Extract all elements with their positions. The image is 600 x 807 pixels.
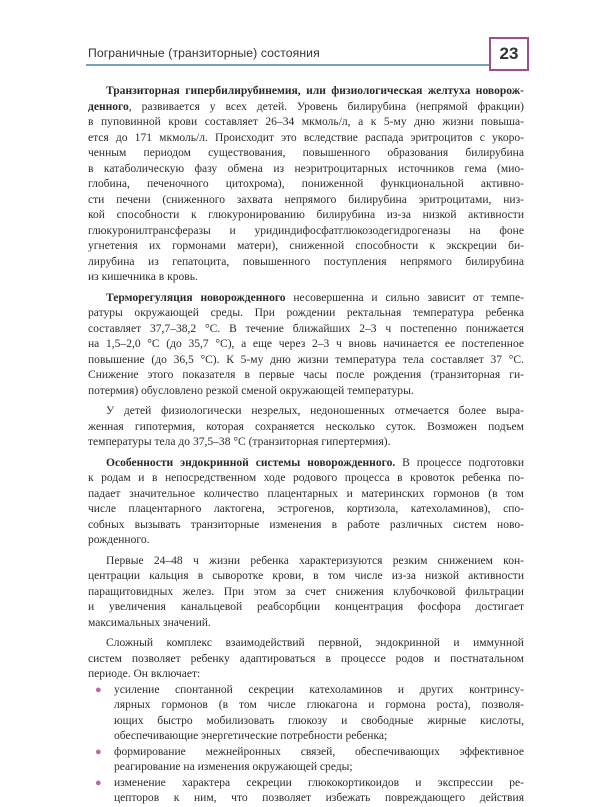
text-line: собных вызывать транзиторные изменения в работе различных систем ново- bbox=[88, 518, 524, 531]
text-line: У детей физиологически незрелых, недоношенных отмечается более выра- bbox=[106, 405, 524, 417]
text-line: в пуповинной крови составляет 26–34 мкмоль/л, а к 5-му дню жизни повыша- bbox=[88, 116, 524, 128]
text-line: температуры тела до 37,5–38 °С (транзиторная гипертермия). bbox=[88, 436, 391, 448]
text-line: угнетения их гормонами матери), сниженной способности к экскреции би- bbox=[88, 240, 524, 252]
text-line bbox=[88, 100, 524, 116]
text-line bbox=[88, 456, 524, 472]
running-header-title: Пограничные (транзиторные) состояния bbox=[88, 46, 320, 60]
text-line: падает значительное количество плацентарных и материнских гормонов (в том bbox=[88, 487, 524, 500]
text-line: обеспечивающие энергетические потребности ребенка; bbox=[114, 730, 388, 742]
text-line: ющих быстро мобилизовать глюкозу и свободные жирные кислоты, bbox=[114, 714, 524, 727]
paragraph-calcium bbox=[88, 554, 524, 632]
text-line: периоде. Он включает: bbox=[88, 668, 201, 680]
text-line: формирование межнейронных связей, обеспечивающих эффективное bbox=[114, 745, 524, 758]
text-line: Снижение этого показателя в первые часы после рождения (транзиторная ги- bbox=[88, 369, 524, 381]
text-line: в катаболическую фазу обмена из неэритроцитарных источников гема (мио- bbox=[88, 162, 524, 175]
header-rule bbox=[86, 64, 489, 66]
text-line: из кишечника в кровь. bbox=[88, 271, 198, 283]
bullet-icon: ● bbox=[95, 776, 102, 789]
text-line: максимальных значений. bbox=[88, 616, 211, 629]
text-line: цепторов к ним, что позволяет избежать повреждающего действия bbox=[114, 792, 524, 804]
text-span: В процессе подготовки bbox=[395, 456, 525, 469]
text-line: глюкуронилтрансферазы и уридиндифосфатглюкозодегидрогеназы на фоне bbox=[88, 224, 524, 237]
paragraph-thermoregulation bbox=[88, 291, 524, 400]
text-line: и увеличения канальцевой реабсорбции концентрация фосфора достигает bbox=[88, 601, 524, 613]
bold-term: Терморегуляция новорожденного bbox=[106, 291, 286, 304]
text-line: Транзиторная гипербилирубинемия, или физиологическая желтуха новорож- bbox=[106, 85, 524, 97]
list-item bbox=[88, 745, 524, 776]
bullet-list bbox=[88, 683, 524, 807]
text-line: Первые 24–48 ч жизни ребенка характеризуются резким снижением кон- bbox=[106, 554, 524, 567]
text-line: рожденного. bbox=[88, 534, 150, 546]
text-line: женная гипотермия, которая сохраняется несколько суток. Возможен подъем bbox=[88, 420, 524, 433]
list-item bbox=[88, 776, 524, 807]
text-line: на 1,5–2,0 °С (до 35,7 °С), а еще через 2–3 ч вновь начинается ее постепенное bbox=[88, 338, 524, 350]
text-line: потермия) обусловлено резкой сменой окружающей температуры. bbox=[88, 384, 414, 397]
text-line: сти печени (сниженного захвата непрямого билирубина эритроцитами, низ- bbox=[88, 193, 524, 206]
paragraph-jaundice bbox=[88, 84, 524, 286]
paragraph-endocrine bbox=[88, 456, 524, 549]
list-item bbox=[88, 683, 524, 745]
bullet-icon: ● bbox=[95, 683, 102, 696]
text-line: лярных гормонов (в том числе глюкагона и гормона роста), позволя- bbox=[114, 699, 524, 711]
bold-term: денного bbox=[88, 100, 129, 113]
text-line: усиление спонтанной секреции катехоламинов и других контринсу- bbox=[114, 683, 524, 696]
text-line: центрации кальция в сыворотке крови, в том числе из-за низкой активности bbox=[88, 570, 524, 582]
text-line: составляет 37,7–38,2 °С. В течение ближайших 2–3 ч постепенно понижается bbox=[88, 322, 524, 335]
bullet-icon: ● bbox=[95, 745, 102, 758]
text-line: повышение (до 36,5 °С). К 5-му дню жизни температура тела составляет 37 °С. bbox=[88, 353, 524, 366]
text-line bbox=[88, 291, 524, 307]
bold-term: Особенности эндокринной системы новорожденного. bbox=[106, 456, 396, 469]
text-line: реагирование на изменения окружающей среды; bbox=[114, 761, 353, 773]
paragraph-complex bbox=[88, 636, 524, 683]
text-line: лирубина из гепатоцита, повышенного поступления непрямого билирубина bbox=[88, 255, 524, 268]
text-line: числе плацентарного лактогена, эстрогенов, кортизола, катехоламинов), спо- bbox=[88, 503, 524, 515]
text-line: ется до 171 мкмоль/л. Происходит это вследствие распада эритроцитов с укоро- bbox=[88, 131, 524, 144]
text-line: к родам и в непосредственном ходе родового процесса в кровоток ребенка по- bbox=[88, 472, 524, 484]
text-span: несовершенна и сильно зависит от темпе- bbox=[285, 291, 524, 304]
text-line: ратуры окружающей среды. При рождении ректальная температура ребенка bbox=[88, 307, 524, 319]
text-line: изменение характера секреции глюкокортикоидов и экспрессии ре- bbox=[114, 776, 524, 789]
text-line: паращитовидных желез. При этом за счет снижения клубочковой фильтрации bbox=[88, 585, 524, 598]
text-line: глобина, печеночного цитохрома), пониженной функциональной активно- bbox=[88, 178, 524, 190]
text-line: систем позволяет ребенку адаптироваться в процессе родов и постнатальном bbox=[88, 652, 524, 665]
page-body bbox=[88, 84, 524, 807]
text-span: , развивается у всех детей. Уровень билирубина (непрямой фракции) bbox=[128, 100, 524, 113]
text-line: ченным периодом существования, повышенного образования билирубина bbox=[88, 147, 524, 159]
paragraph-premature bbox=[88, 404, 524, 451]
text-line: кой способности к глюкуронированию билирубина из-за низкой активности bbox=[88, 209, 524, 221]
page-number: 23 bbox=[489, 37, 529, 71]
text-line: Сложный комплекс взаимодействий первной, эндокринной и иммунной bbox=[106, 637, 524, 649]
